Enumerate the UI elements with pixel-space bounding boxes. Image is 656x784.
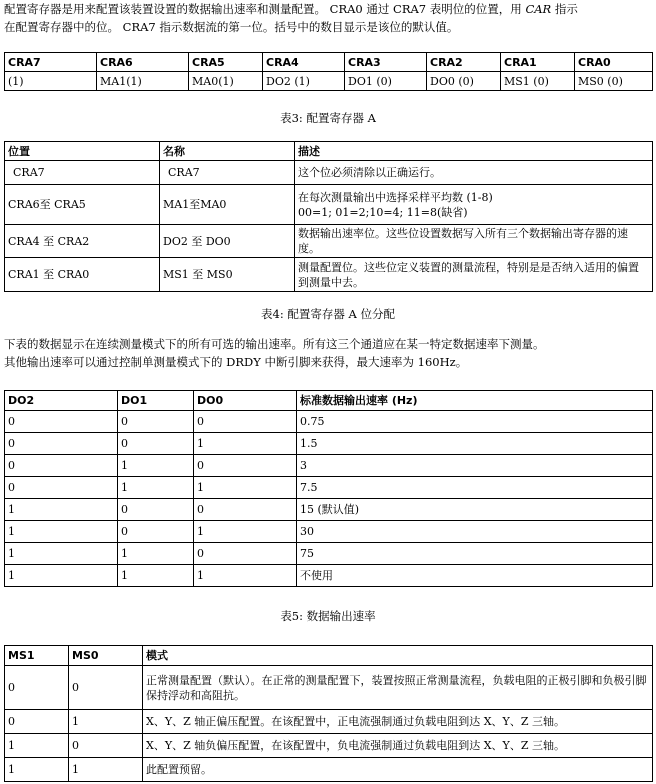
header-cell: 位置 [5, 142, 160, 161]
table-cell: 1 [69, 758, 143, 782]
table-cell: 0 [118, 499, 194, 521]
table-cell: X、Y、Z 轴正偏压配置。在该配置中，正电流强制通过负载电阻到达 X、Y、Z 三轴。 [143, 710, 653, 734]
table-cell: 1 [5, 521, 118, 543]
header-cell: CRA4 [263, 53, 345, 72]
header-cell: CRA7 [5, 53, 97, 72]
table-cell: MS0 (0) [575, 72, 653, 91]
table-cell: MS1 (0) [501, 72, 575, 91]
table-cell: 75 [297, 543, 653, 565]
table-cell: 1 [118, 477, 194, 499]
header-cell: CRA3 [345, 53, 427, 72]
data-output-rate-table [4, 390, 653, 587]
table-cell: 0 [5, 666, 69, 710]
table-cell: DO0 (0) [427, 72, 501, 91]
table-row [5, 411, 653, 433]
table-cell: DO1 (0) [345, 72, 427, 91]
register-bit-assignment-table [4, 141, 653, 292]
output-rate-paragraph [4, 335, 652, 371]
paragraph-line-2: 其他输出速率可以通过控制单测量模式下的 DRDY 中断引脚来获得，最大速率为 160Hz。 [4, 355, 468, 369]
table-cell: CRA7 [160, 161, 295, 185]
table-cell: 1 [118, 543, 194, 565]
intro-line-1: 配置寄存器是用来配置该装置设置的数据输出速率和测量配置。 CRA0 通过 CRA7 表明位的位置，用 CAR 指示 [4, 2, 578, 16]
header-cell: CRA5 [189, 53, 263, 72]
measurement-mode-table [4, 645, 653, 782]
header-cell: CRA1 [501, 53, 575, 72]
header-cell: CRA0 [575, 53, 653, 72]
table-cell: MA1(1) [97, 72, 189, 91]
paragraph-line-1: 下表的数据显示在连续测量模式下的所有可选的输出速率。所有这三个通道应在某一特定数据速率下测量。 [4, 337, 545, 351]
table-header-row [5, 391, 653, 411]
table-cell: 此配置预留。 [143, 758, 653, 782]
header-cell: 名称 [160, 142, 295, 161]
table-row [5, 161, 653, 185]
table-cell: 0 [5, 477, 118, 499]
table-cell: 1 [118, 565, 194, 587]
header-cell: 标准数据输出速率 (Hz) [297, 391, 653, 411]
table-cell: MA1至MA0 [160, 185, 295, 225]
table-row [5, 72, 653, 91]
table-cell: 测量配置位。这些位定义装置的测量流程，特别是是否纳入适用的偏置到测量中去。 [295, 258, 653, 292]
table5-caption: 表5: 数据输出速率 [280, 609, 376, 623]
table-row [5, 499, 653, 521]
table-cell: 1 [5, 565, 118, 587]
table-row [5, 433, 653, 455]
table4-caption: 表4: 配置寄存器 A 位分配 [261, 307, 395, 321]
header-cell: 模式 [143, 646, 653, 666]
table-cell: 1 [194, 521, 297, 543]
table-header-row [5, 142, 653, 161]
table-cell: 0 [194, 499, 297, 521]
table-cell: 数据输出速率位。这些位设置数据写入所有三个数据输出寄存器的速度。 [295, 225, 653, 258]
table-row [5, 521, 653, 543]
intro-line-2: 在配置寄存器中的位。 CRA7 指示数据流的第一位。括号中的数目显示是该位的默认值。 [4, 20, 459, 34]
car-term: CAR [525, 2, 552, 16]
table-cell: CRA1 至 CRA0 [5, 258, 160, 292]
table-cell: 1.5 [297, 433, 653, 455]
table-row [5, 258, 653, 292]
table-cell: 7.5 [297, 477, 653, 499]
table-row [5, 225, 653, 258]
table-cell: 1 [5, 499, 118, 521]
header-cell: CRA6 [97, 53, 189, 72]
table-cell: 0 [5, 710, 69, 734]
header-cell: DO0 [194, 391, 297, 411]
table-cell: 1 [194, 477, 297, 499]
table-cell: 0 [69, 734, 143, 758]
table-row [5, 734, 653, 758]
table-cell: MA0(1) [189, 72, 263, 91]
table-cell: 0.75 [297, 411, 653, 433]
table-cell: 0 [194, 455, 297, 477]
table-row [5, 543, 653, 565]
table-row [5, 758, 653, 782]
header-cell: CRA2 [427, 53, 501, 72]
table-cell: (1) [5, 72, 97, 91]
table-cell: 0 [194, 543, 297, 565]
table-cell: 不使用 [297, 565, 653, 587]
table-cell: 0 [69, 666, 143, 710]
table-row [5, 710, 653, 734]
header-cell: DO1 [118, 391, 194, 411]
header-cell: MS1 [5, 646, 69, 666]
table-cell: DO2 (1) [263, 72, 345, 91]
table-cell: X、Y、Z 轴负偏压配置，在该配置中，负电流强制通过负载电阻到达 X、Y、Z 三轴。 [143, 734, 653, 758]
table-row [5, 185, 653, 225]
table-cell: 0 [118, 411, 194, 433]
table-row [5, 666, 653, 710]
table-row [5, 455, 653, 477]
table-header-row [5, 53, 653, 72]
table-cell: 30 [297, 521, 653, 543]
table-row [5, 477, 653, 499]
table-cell: 15 (默认值) [297, 499, 653, 521]
table-cell: 1 [69, 710, 143, 734]
table-cell: 1 [194, 433, 297, 455]
table-cell: CRA7 [5, 161, 160, 185]
table-cell: 1 [5, 734, 69, 758]
table-cell: 1 [194, 565, 297, 587]
table-cell: 0 [194, 411, 297, 433]
table3-caption: 表3: 配置寄存器 A [280, 111, 376, 125]
table-cell: 0 [5, 433, 118, 455]
config-register-a-table [4, 52, 653, 91]
table-cell: 在每次测量输出中选择采样平均数 (1-8) 00=1; 01=2;10=4; 11=8(缺省) [295, 185, 653, 225]
header-cell: DO2 [5, 391, 118, 411]
table-cell: 0 [118, 433, 194, 455]
intro-paragraph [4, 0, 652, 36]
header-cell: 描述 [295, 142, 653, 161]
table-cell: CRA4 至 CRA2 [5, 225, 160, 258]
table-cell: 0 [5, 455, 118, 477]
table-cell: CRA6至 CRA5 [5, 185, 160, 225]
table-header-row [5, 646, 653, 666]
table-cell: 这个位必须清除以正确运行。 [295, 161, 653, 185]
header-cell: MS0 [69, 646, 143, 666]
table-cell: 3 [297, 455, 653, 477]
table-row [5, 565, 653, 587]
table-cell: 1 [118, 455, 194, 477]
table-cell: DO2 至 DO0 [160, 225, 295, 258]
table-cell: MS1 至 MS0 [160, 258, 295, 292]
table-cell: 正常测量配置（默认）。在正常的测量配置下，装置按照正常测量流程，负载电阻的正极引脚和负极引脚保持浮动和高阻抗。 [143, 666, 653, 710]
table-cell: 1 [5, 758, 69, 782]
table-cell: 0 [118, 521, 194, 543]
table-cell: 0 [5, 411, 118, 433]
table-cell: 1 [5, 543, 118, 565]
